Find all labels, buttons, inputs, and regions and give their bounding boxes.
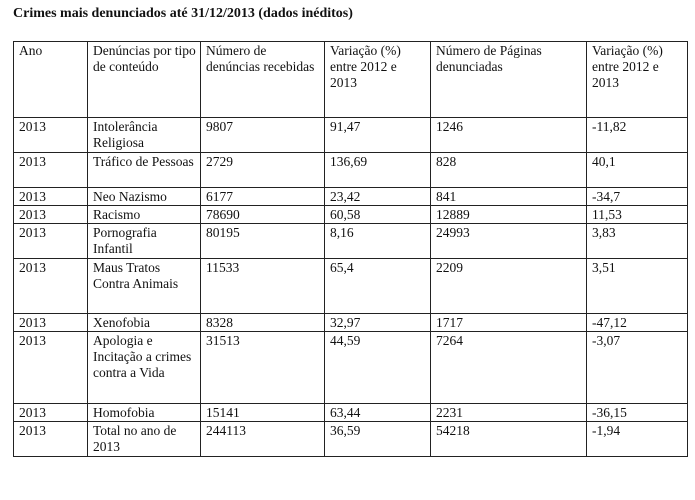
table-row <box>14 153 688 188</box>
table-row <box>14 118 688 153</box>
header-content-type: Denúncias por tipo de conteúdo <box>88 42 201 118</box>
cell-pages-variation: 40,1 <box>587 153 688 188</box>
page-title: Crimes mais denunciados até 31/12/2013 (dados inéditos) <box>13 6 353 21</box>
cell-content-type: Homofobia <box>88 404 201 422</box>
cell-pages: 54218 <box>431 422 587 457</box>
cell-complaints-variation: 8,16 <box>325 224 431 259</box>
cell-pages: 2209 <box>431 259 587 314</box>
cell-complaints: 2729 <box>201 153 325 188</box>
cell-pages: 24993 <box>431 224 587 259</box>
cell-year: 2013 <box>14 206 88 224</box>
cell-content-type: Pornografia Infantil <box>88 224 201 259</box>
table-row <box>14 259 688 314</box>
cell-year: 2013 <box>14 224 88 259</box>
table-row <box>14 314 688 332</box>
cell-pages-variation: -3,07 <box>587 332 688 404</box>
cell-content-type: Xenofobia <box>88 314 201 332</box>
cell-complaints: 9807 <box>201 118 325 153</box>
header-year: Ano <box>14 42 88 118</box>
cell-content-type: Apologia e Incitação a crimes contra a Vida <box>88 332 201 404</box>
table-row <box>14 404 688 422</box>
cell-content-type: Maus Tratos Contra Animais <box>88 259 201 314</box>
cell-year: 2013 <box>14 153 88 188</box>
cell-pages: 12889 <box>431 206 587 224</box>
cell-complaints-variation: 136,69 <box>325 153 431 188</box>
cell-pages: 841 <box>431 188 587 206</box>
cell-pages-variation: -11,82 <box>587 118 688 153</box>
cell-year: 2013 <box>14 188 88 206</box>
cell-pages-variation: -34,7 <box>587 188 688 206</box>
cell-content-type: Tráfico de Pessoas <box>88 153 201 188</box>
cell-complaints-variation: 60,58 <box>325 206 431 224</box>
table-header-row <box>14 42 688 118</box>
cell-content-type: Racismo <box>88 206 201 224</box>
cell-year: 2013 <box>14 332 88 404</box>
cell-content-type: Intolerância Religiosa <box>88 118 201 153</box>
header-complaints-received: Número de denúncias recebidas <box>201 42 325 118</box>
cell-pages-variation: 3,83 <box>587 224 688 259</box>
cell-complaints-variation: 32,97 <box>325 314 431 332</box>
cell-pages-variation: 3,51 <box>587 259 688 314</box>
cell-complaints: 11533 <box>201 259 325 314</box>
table-row <box>14 332 688 404</box>
table-row <box>14 188 688 206</box>
cell-complaints: 244113 <box>201 422 325 457</box>
cell-year: 2013 <box>14 259 88 314</box>
cell-complaints-variation: 91,47 <box>325 118 431 153</box>
table-row <box>14 224 688 259</box>
cell-pages-variation: -1,94 <box>587 422 688 457</box>
cell-complaints: 80195 <box>201 224 325 259</box>
cell-complaints-variation: 23,42 <box>325 188 431 206</box>
crimes-table <box>13 41 688 457</box>
cell-complaints-variation: 44,59 <box>325 332 431 404</box>
cell-year: 2013 <box>14 422 88 457</box>
cell-pages: 828 <box>431 153 587 188</box>
cell-content-type: Neo Nazismo <box>88 188 201 206</box>
cell-complaints: 6177 <box>201 188 325 206</box>
table-row-total <box>14 422 688 457</box>
cell-year: 2013 <box>14 314 88 332</box>
cell-pages-variation: 11,53 <box>587 206 688 224</box>
cell-complaints-variation: 63,44 <box>325 404 431 422</box>
cell-year: 2013 <box>14 118 88 153</box>
cell-complaints-variation: 65,4 <box>325 259 431 314</box>
cell-content-type: Total no ano de 2013 <box>88 422 201 457</box>
cell-pages: 2231 <box>431 404 587 422</box>
cell-complaints: 8328 <box>201 314 325 332</box>
cell-complaints: 15141 <box>201 404 325 422</box>
header-pages-reported: Número de Páginas denunciadas <box>431 42 587 118</box>
table-row <box>14 206 688 224</box>
cell-complaints: 31513 <box>201 332 325 404</box>
header-complaints-variation: Variação (%) entre 2012 e 2013 <box>325 42 431 118</box>
cell-pages-variation: -47,12 <box>587 314 688 332</box>
cell-complaints-variation: 36,59 <box>325 422 431 457</box>
cell-year: 2013 <box>14 404 88 422</box>
header-pages-variation: Variação (%) entre 2012 e 2013 <box>587 42 688 118</box>
cell-pages-variation: -36,15 <box>587 404 688 422</box>
cell-complaints: 78690 <box>201 206 325 224</box>
cell-pages: 7264 <box>431 332 587 404</box>
cell-pages: 1246 <box>431 118 587 153</box>
cell-pages: 1717 <box>431 314 587 332</box>
